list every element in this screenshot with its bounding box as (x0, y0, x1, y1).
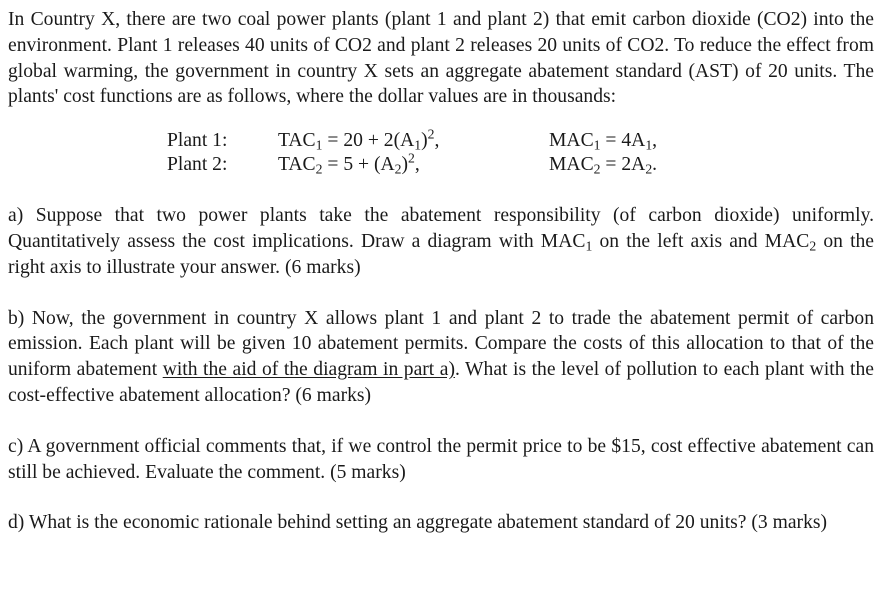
plant-1-tac-formula: $TAC_1 = 20 + 2(A_1)^2$, (278, 126, 440, 153)
plant-1-mac-formula: $MAC_1 = 4A_1$, (549, 130, 658, 153)
plant-1-label: Plant 1: (167, 130, 228, 152)
question-a: a) Suppose that two power plants take the abatement responsibility (of carbon dioxide) uniformly. Quantitatively assess the cost implications. Draw a diagram with $MAC_1$ on the left axis and $MAC_2$ on the right axis to illustrate your answer. (6 marks) (8, 205, 875, 278)
underlined-phrase: with the aid of the diagram in part a) (162, 359, 455, 381)
intro-paragraph: In Country X, there are two coal power plants (plant 1 and plant 2) that emit carbon dioxide (CO2) into the environment. Plant 1 releases 40 units of CO2 and plant 2 releases 20 units of CO2. To reduce the effect from global warming, the government in country X sets an aggregate abatement standard (AST) of 20 units. The plants' cost functions are as follows, where the dollar values are in thousands: (8, 9, 874, 108)
question-b: b) Now, the government in country X allows plant 1 and plant 2 to trade the abatement permit of carbon emission. Each plant will be given 10 abatement permits. Compare the costs of this allocation to that of the uniform abatement with the aid of the diagram in part a). What is the level of pollution to each plant with the cost-effective abatement allocation? (6 marks) (8, 307, 874, 406)
question-c: c) A government official comments that, if we control the permit price to be $15, cost effective abatement can still be achieved. Evaluate the comment. (5 marks) (8, 435, 874, 483)
question-d: d) What is the economic rationale behind setting an aggregate abatement standard of 20 units? (3 marks) (8, 512, 828, 534)
plant-2-formula-row (8, 152, 874, 178)
cost-functions (8, 128, 874, 180)
plant-2-tac-formula: $TAC_2 = 5 + (A_2)^2$, (278, 150, 420, 177)
plant-2-mac-formula: $MAC_2 = 2A_2$. (549, 154, 658, 177)
plant-2-label: Plant 2: (167, 154, 228, 176)
plant-1-formula-row (8, 128, 874, 154)
